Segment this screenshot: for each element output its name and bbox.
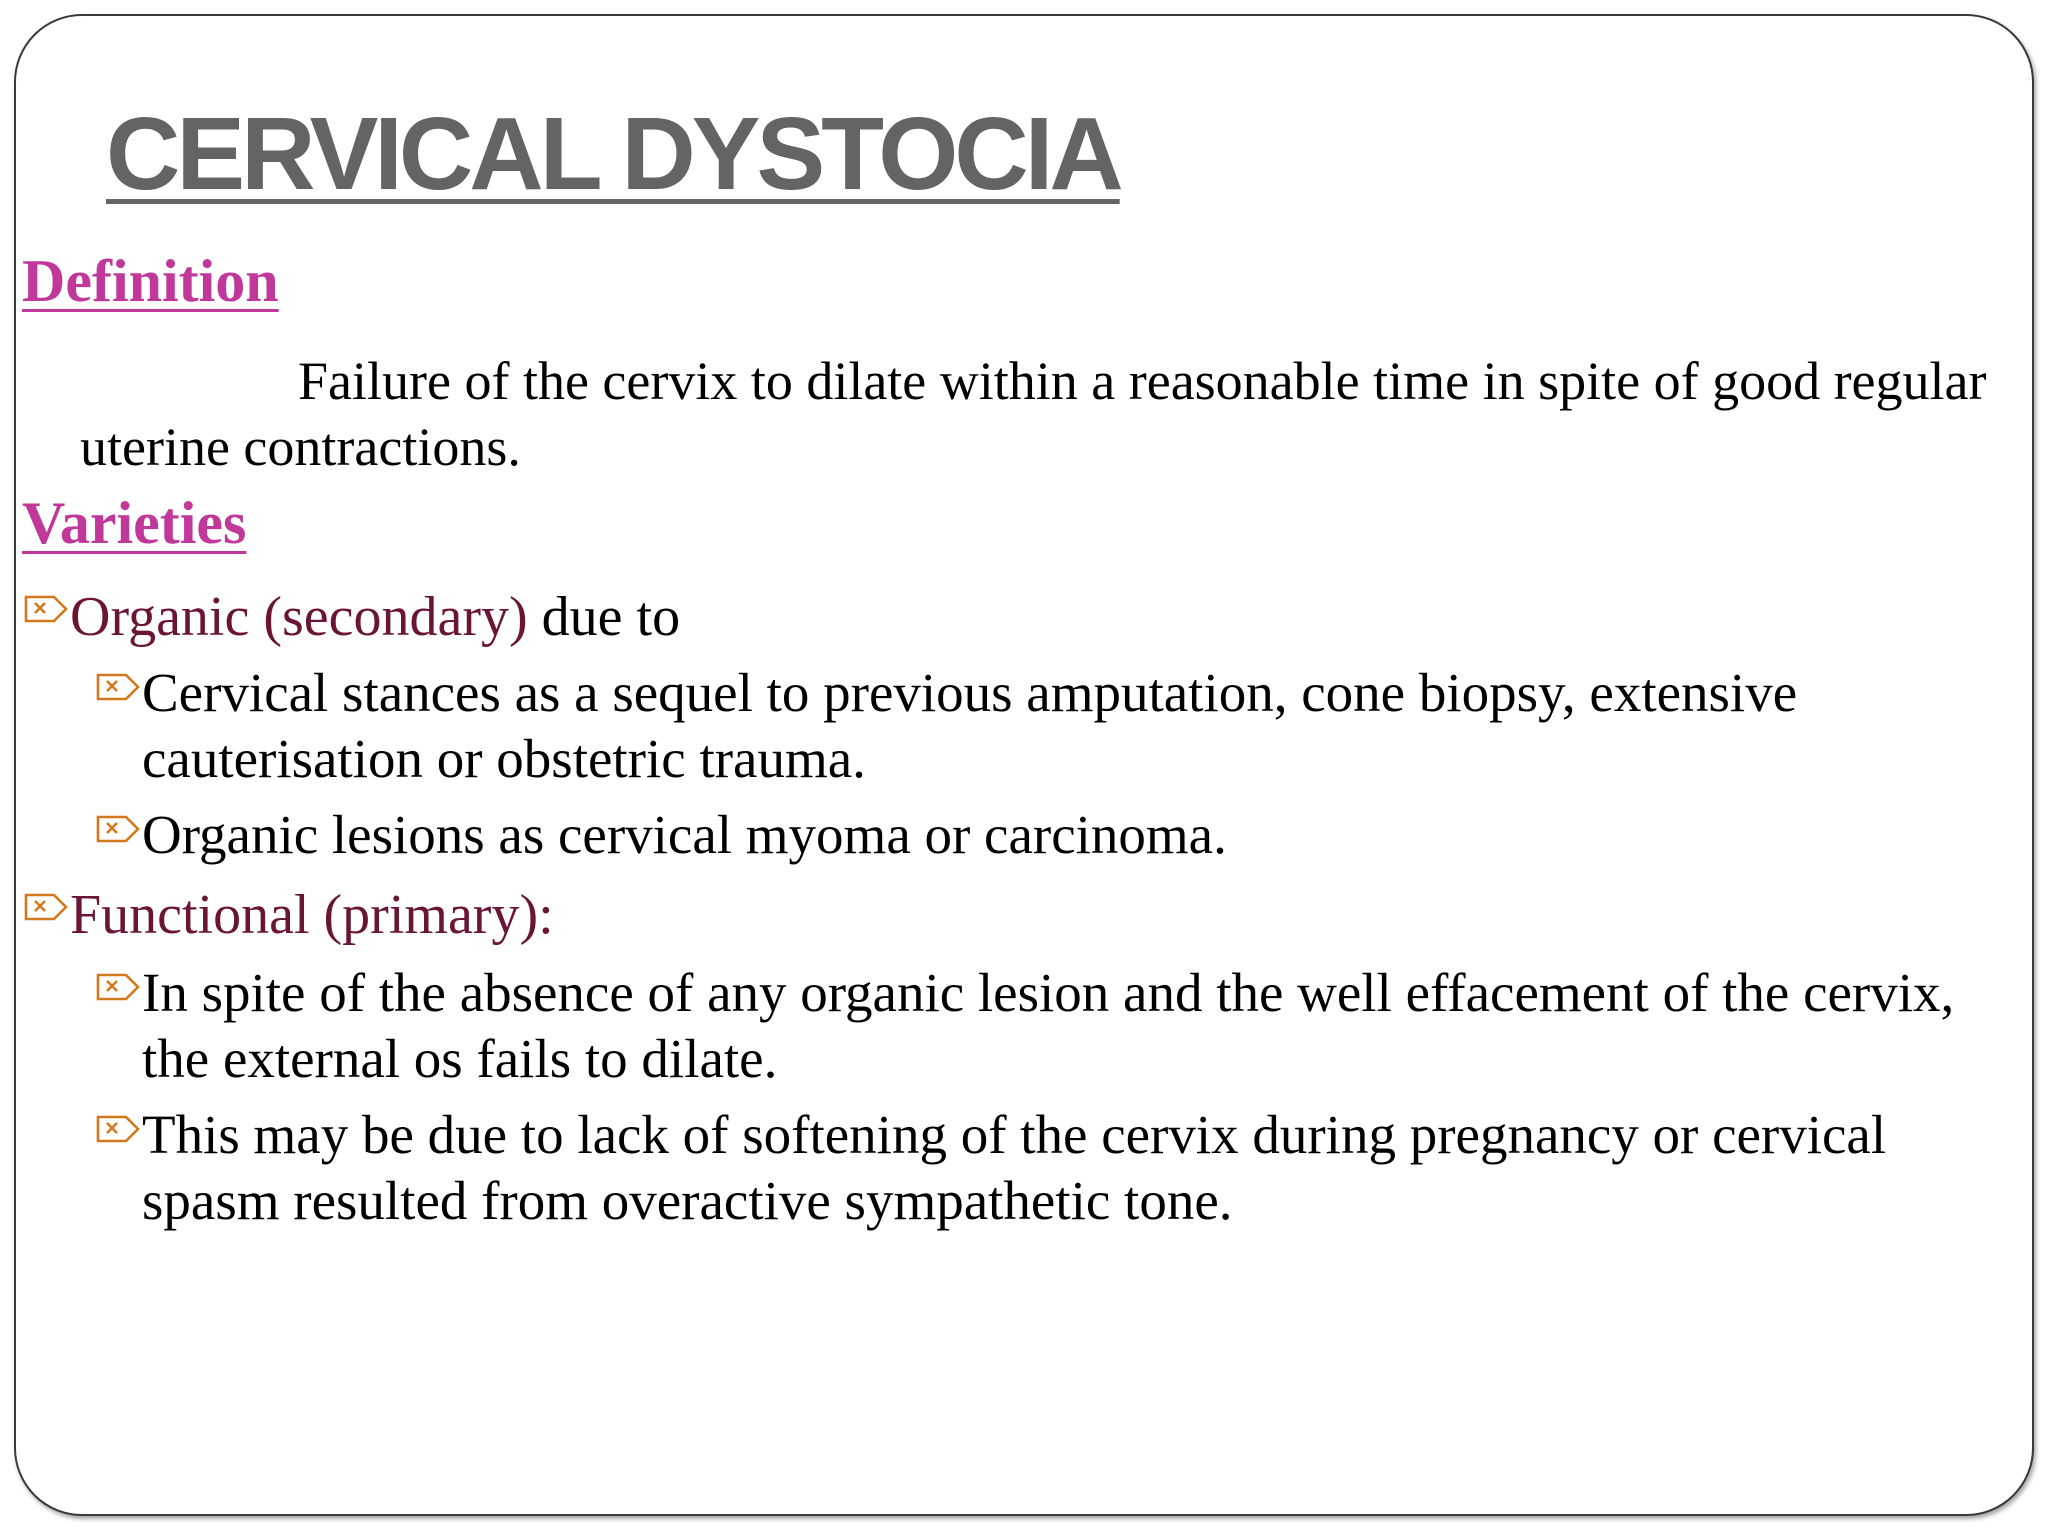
varieties-heading: Varieties: [22, 490, 247, 556]
variety-term-suffix: due to: [527, 586, 681, 648]
boxed-x-arrow-icon: [96, 812, 142, 848]
boxed-x-arrow-icon: [96, 1112, 142, 1148]
definition-text: Failure of the cervix to dilate within a reasonable time in spite of good regular uterine contractions.: [80, 351, 1987, 477]
variety-subitem-text: Organic lesions as cervical myoma or carcinoma.: [142, 804, 1227, 865]
variety-item-organic: [24, 582, 2024, 652]
variety-subitem: [96, 802, 2016, 868]
slide-title: CERVICAL DYSTOCIA: [106, 96, 1120, 211]
variety-subitem: [96, 660, 2016, 792]
boxed-x-arrow-icon: [24, 592, 70, 628]
boxed-x-arrow-icon: [96, 970, 142, 1006]
boxed-x-arrow-icon: [24, 890, 70, 926]
boxed-x-arrow-icon: [96, 670, 142, 706]
variety-subitem: [96, 960, 2016, 1092]
variety-subitem-text: Cervical stances as a sequel to previous amputation, cone biopsy, extensive cauterisation or obstetric trauma.: [142, 662, 1798, 789]
variety-subitem-text: In spite of the absence of any organic lesion and the well effacement of the cervix, the external os fails to dilate.: [142, 962, 1955, 1089]
variety-term: Functional (primary):: [70, 884, 554, 946]
variety-subitem: [96, 1102, 2016, 1234]
definition-heading: Definition: [22, 248, 279, 314]
variety-item-functional: [24, 880, 2024, 950]
variety-subitem-text: This may be due to lack of softening of the cervix during pregnancy or cervical spasm resulted from overactive sympathetic tone.: [142, 1104, 1887, 1231]
variety-term: Organic (secondary): [70, 586, 528, 648]
